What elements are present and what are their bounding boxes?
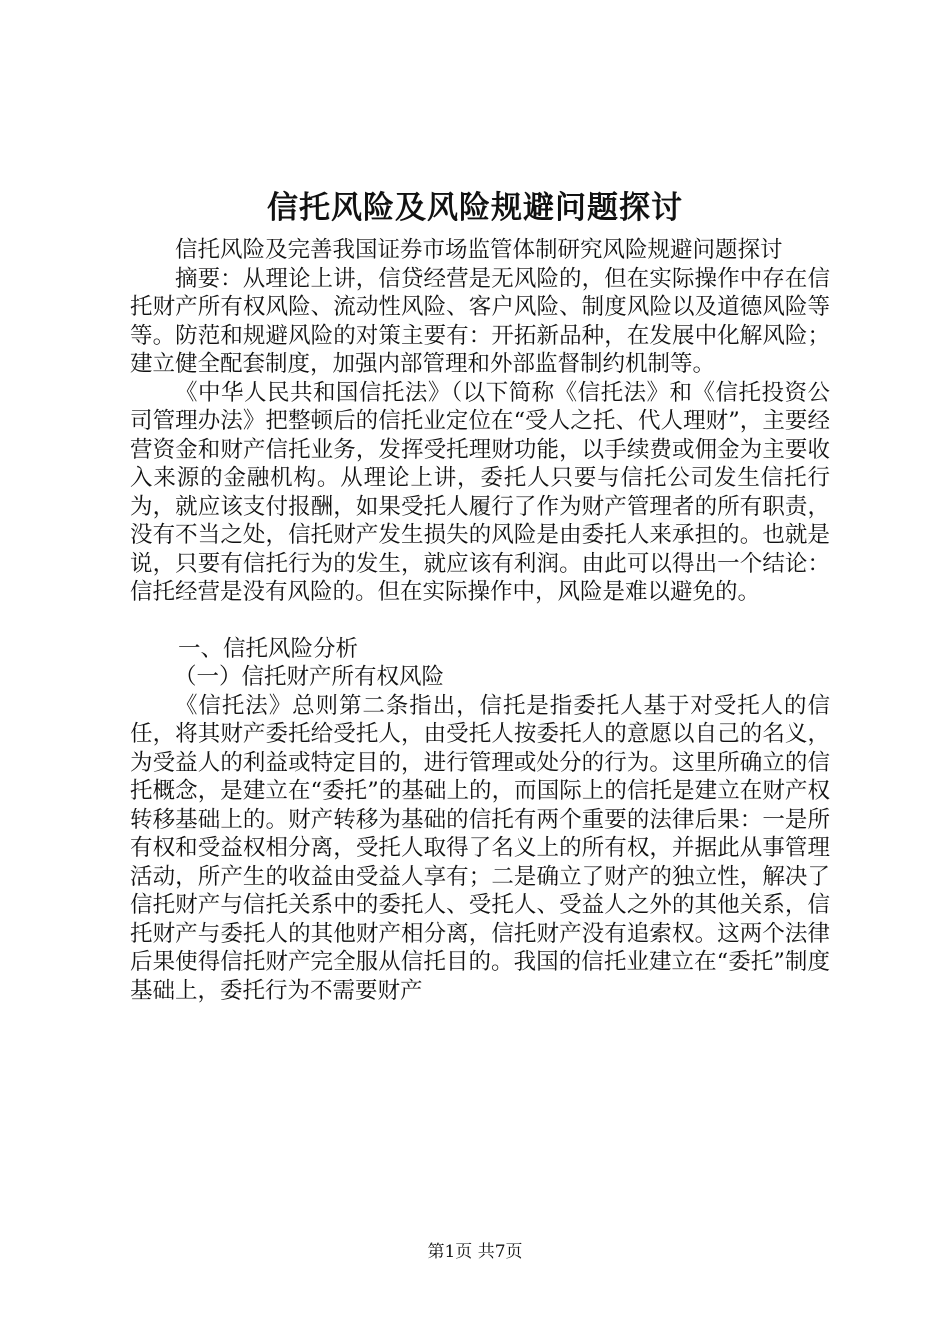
page-footer: 第1页 共7页 (427, 1242, 523, 1262)
document-body (130, 236, 830, 1005)
section-body-paragraph: 《信托法》总则第二条指出，信托是指委托人基于对受托人的信任，将其财产委托给受托人，由受托人按委托人的意愿以自己的名义，为受益人的利益或特定目的，进行管理或处分的行为。这里所确立的信托概念，是建立在“委托”的基础上的，而国际上的信托是建立在财产权转移基础上的。财产转移为基础的信托有两个重要的法律后果：一是所有权和受益权相分离，受托人取得了名义上的所有权，并据此从事管理活动，所产生的收益由受益人享有；二是确立了财产的独立性，解决了信托财产与信托关系中的委托人、受托人、受益人之外的其他关系，信托财产与委托人的其他财产相分离，信托财产没有追索权。这两个法律后果使得信托财产完全服从信托目的。我国的信托业建立在“委托”制度基础上，委托行为不需要财产 (130, 692, 830, 1004)
document-title: 信托风险及风险规避问题探讨 (267, 190, 683, 226)
subtitle-paragraph: 信托风险及完善我国证券市场监管体制研究风险规避问题探讨 (175, 237, 783, 263)
intro-paragraph: 《中华人民共和国信托法》（以下简称《信托法》和《信托投资公司管理办法》把整顿后的信托业定位在“受人之托、代人理财”，主要经营资金和财产信托业务，发挥受托理财功能，以手续费或佣金为主要收入来源的金融机构。从理论上讲，委托人只要与信托公司发生信托行为，就应该支付报酬，如果受托人履行了作为财产管理者的所有职责，没有不当之处，信托财产发生损失的风险是由委托人来承担的。也就是说，只要有信托行为的发生，就应该有利润。由此可以得出一个结论：信托经营是没有风险的。但在实际操作中，风险是难以避免的。 (130, 379, 830, 605)
paragraph-spacer (130, 607, 830, 635)
section-heading: 一、信托风险分析 (178, 635, 359, 662)
subsection-heading: （一）信托财产所有权风险 (174, 664, 445, 690)
abstract-paragraph: 摘要：从理论上讲，信贷经营是无风险的，但在实际操作中存在信托财产所有权风险、流动性风险、客户风险、制度风险以及道德风险等等。防范和规避风险的对策主要有：开拓新品种，在发展中化解风险；建立健全配套制度，加强内部管理和外部监督制约机制等。 (130, 265, 830, 377)
